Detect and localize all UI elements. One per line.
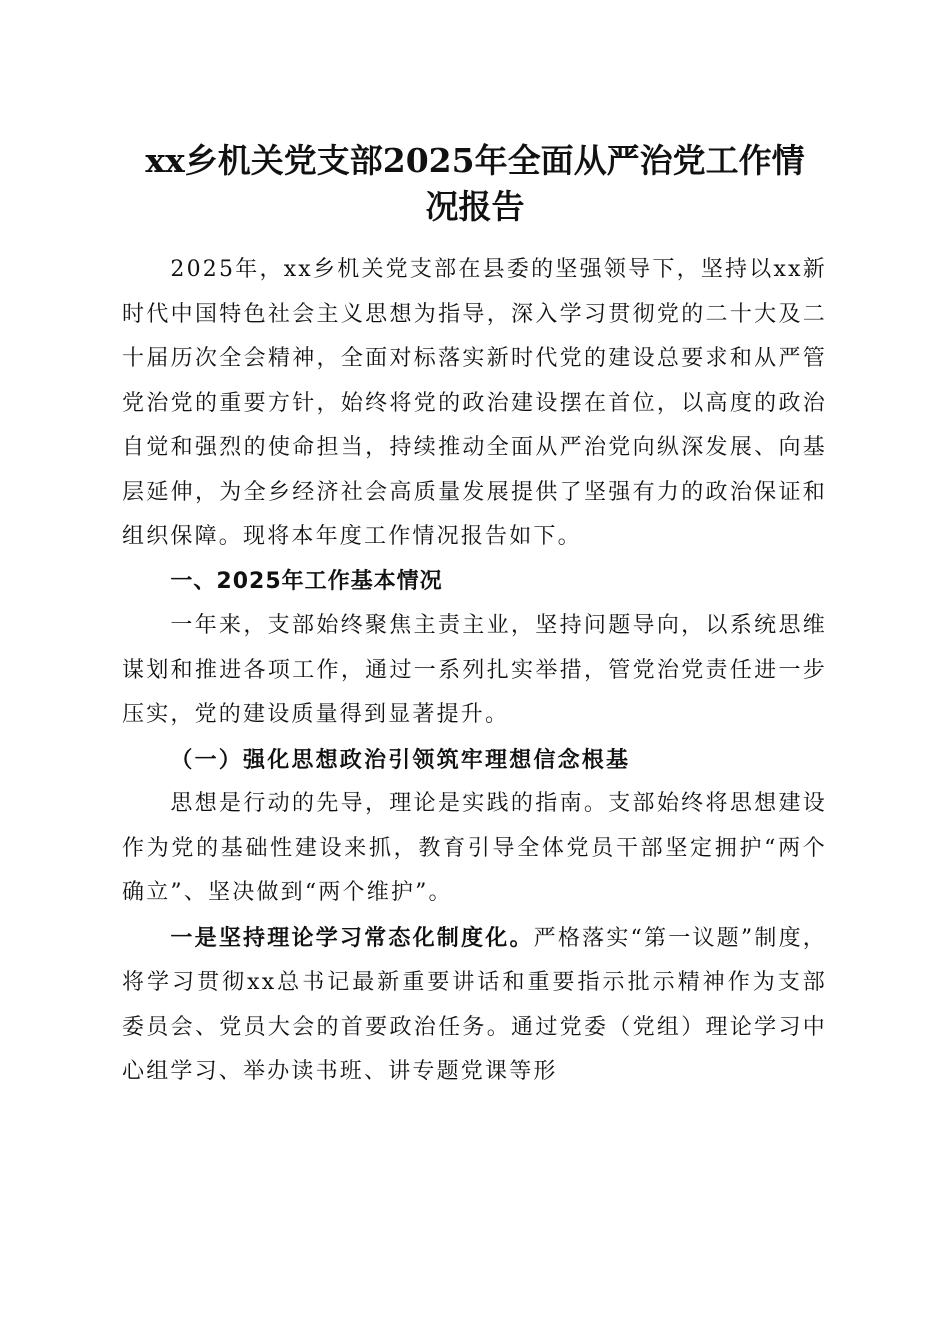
point-1-lead: 一是坚持理论学习常态化制度化。 (170, 924, 534, 951)
point-1-paragraph (122, 916, 827, 1095)
document-body (122, 248, 827, 1095)
section-heading-1: 一、2025年工作基本情况 (170, 568, 443, 594)
subsection-heading-1: （一）强化思想政治引领筑牢理想信念根基 (170, 746, 631, 773)
title-line-2: 况报告 (425, 187, 525, 226)
section-1-paragraph: 一年来，支部始终聚焦主责主业，坚持问题导向，以系统思维谋划和推进各项工作，通过一系列扎实举措，管党治党责任进一步压实，党的建设质量得到显著提升。 (122, 613, 827, 727)
intro-paragraph: 2025年，xx乡机关党支部在县委的坚强领导下，坚持以xx新时代中国特色社会主义思想为指导，深入学习贯彻党的二十大及二十届历次全会精神，全面对标落实新时代党的建设总要求和从严管党治党的重要方针，始终将党的政治建设摆在首位，以高度的政治自觉和强烈的使命担当，持续推动全面从严治党向纵深发展、向基层延伸，为全乡经济社会高质量发展提供了坚强有力的政治保证和组织保障。现将本年度工作情况报告如下。 (122, 257, 827, 549)
point-1-text: 严格落实“第一议题”制度，将学习贯彻xx总书记最新重要讲话和重要指示批示精神作为支部委员会、党员大会的首要政治任务。通过党委（党组）理论学习中心组学习、举办读书班、讲专题党课等形 (122, 925, 827, 1084)
document-title (100, 138, 850, 230)
subsection-1-paragraph: 思想是行动的先导，理论是实践的指南。支部始终将思想建设作为党的基础性建设来抓，教育引导全体党员干部坚定拥护“两个确立”、坚决做到“两个维护”。 (122, 791, 827, 905)
title-line-1: xx乡机关党支部2025年全面从严治党工作情 (145, 141, 805, 180)
